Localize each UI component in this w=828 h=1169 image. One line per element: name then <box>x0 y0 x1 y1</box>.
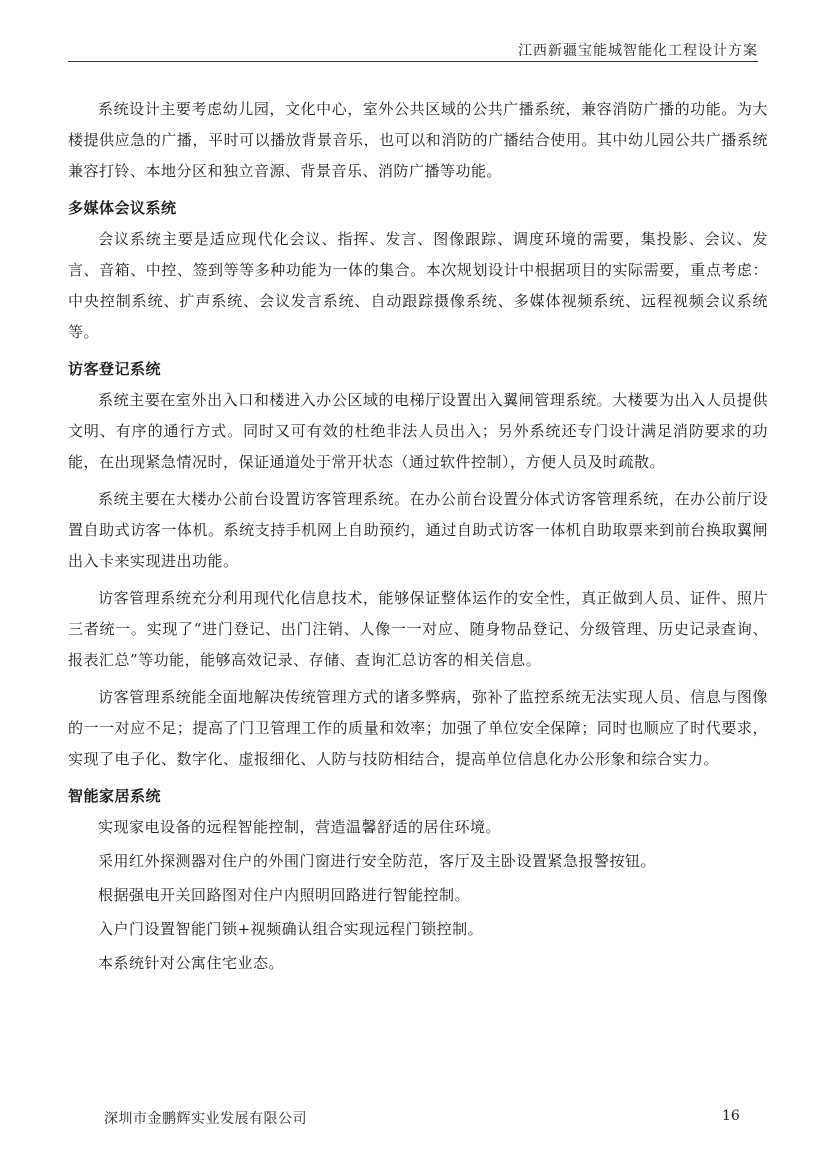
smart-home-item: 根据强电开关回路图对住户内照明回路进行智能控制。 <box>98 886 471 904</box>
smart-home-item: 本系统针对公寓住宅业态。 <box>98 954 285 972</box>
footer-company-name: 深圳市金鹏辉实业发展有限公司 <box>104 1111 307 1127</box>
visitor-paragraph-1: 系统主要在室外出入口和楼进入办公区域的电梯厅设置出入翼闸管理系统。大楼要为出入人员提供文明、有序的通行方式。同时又可有效的杜绝非法人员出入；另外系统还专门设计满足消防要求的功能，在出现紧急情况时，保证通道处于常开状态（通过软件控制），方便人员及时疏散。 <box>68 391 768 471</box>
section-heading-smart-home: 智能家居系统 <box>68 787 162 805</box>
document-header-title: 江西新疆宝能城智能化工程设计方案 <box>518 43 758 59</box>
section-heading-visitor-registration: 访客登记系统 <box>68 360 162 378</box>
visitor-paragraph-2: 系统主要在大楼办公前台设置访客管理系统。在办公前台设置分体式访客管理系统，在办公前厅设置自助式访客一体机。系统支持手机网上自助预约，通过自助式访客一体机自助取票来到前台换取翼闸出入卡来实现进出功能。 <box>68 490 768 570</box>
conference-paragraph: 会议系统主要是适应现代化会议、指挥、发言、图像跟踪、调度环境的需要，集投影、会议、发言、音箱、中控、签到等等多种功能为一体的集合。本次规划设计中根据项目的实际需要，重点考虑：中央控制系统、扩声系统、会议发言系统、自动跟踪摄像系统、多媒体视频系统、远程视频会议系统等。 <box>68 230 768 341</box>
header-divider <box>68 61 758 62</box>
visitor-paragraph-4: 访客管理系统能全面地解决传统管理方式的诸多弊病，弥补了监控系统无法实现人员、信息与图像的一一对应不足；提高了门卫管理工作的质量和效率；加强了单位安全保障；同时也顺应了时代要求，实现了电子化、数字化、虚报细化、人防与技防相结合，提高单位信息化办公形象和综合实力。 <box>68 688 768 768</box>
intro-paragraph: 系统设计主要考虑幼儿园，文化中心，室外公共区域的公共广播系统，兼容消防广播的功能。为大楼提供应急的广播，平时可以播放背景音乐，也可以和消防的广播结合使用。其中幼儿园公共广播系统兼容打铃、本地分区和独立音源、背景音乐、消防广播等功能。 <box>68 100 768 180</box>
document-body <box>68 94 768 982</box>
smart-home-item: 实现家电设备的远程智能控制，营造温馨舒适的居住环境。 <box>98 818 502 836</box>
section-heading-multimedia-conference: 多媒体会议系统 <box>68 199 177 217</box>
page-number: 16 <box>722 1108 740 1124</box>
visitor-paragraph-3: 访客管理系统充分利用现代化信息技术，能够保证整体运作的安全性，真正做到人员、证件、照片三者统一。实现了“进门登记、出门注销、人像一一对应、随身物品登记、分级管理、历史记录查询、报表汇总”等功能，能够高效记录、存储、查询汇总访客的相关信息。 <box>68 589 768 669</box>
smart-home-item: 采用红外探测器对住户的外围门窗进行安全防范，客厅及主卧设置紧急报警按钮。 <box>98 852 657 870</box>
smart-home-item: 入户门设置智能门锁+视频确认组合实现远程门锁控制。 <box>98 920 484 938</box>
